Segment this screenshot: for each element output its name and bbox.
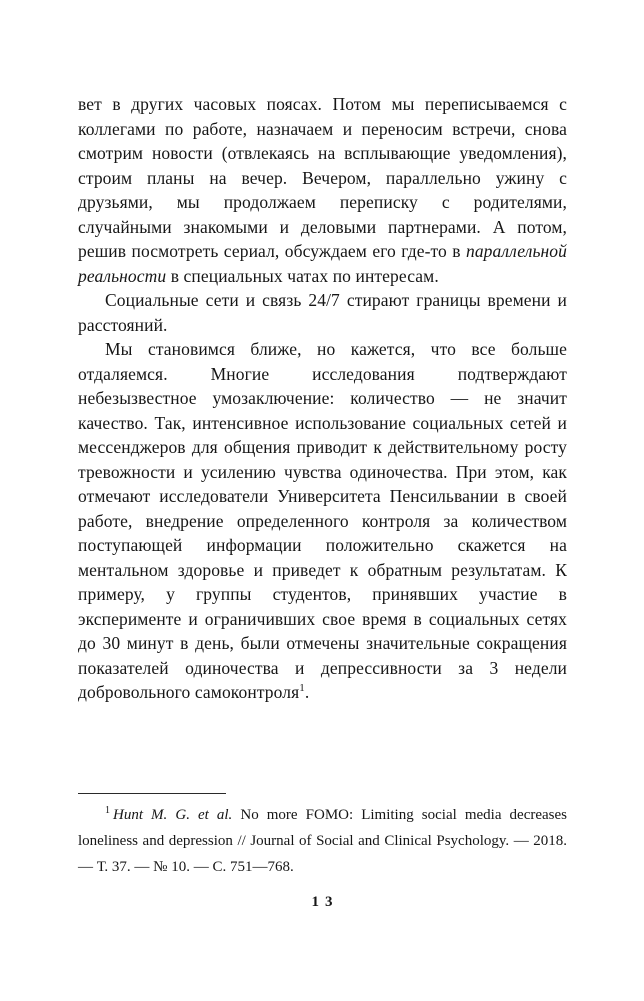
paragraph-text: в специальных чатах по интересам.: [166, 265, 439, 286]
italic-phrase: параллельной реальности: [78, 241, 567, 286]
footnote-text: [78, 802, 567, 880]
footnote-reference: 1: [299, 682, 305, 695]
footnote-block: [78, 793, 567, 880]
page-number: 13: [311, 894, 339, 910]
paragraph-text: Социальные сети и связь 24/7 стирают границы времени и расстояний.: [78, 290, 567, 335]
paragraph: [78, 337, 567, 705]
paragraph-text: .: [304, 682, 310, 702]
body-text: [78, 92, 567, 705]
footnote-separator-rule: [78, 793, 226, 794]
footnote-marker: 1: [105, 805, 110, 816]
paragraph: [78, 288, 567, 337]
paragraph-text: Мы становимся ближе, но кажется, что все больше отдаляемся. Многие исследования подтверждают небезызвестное умозаключение: количество — не значит качество. Так, интенсивное использование социальных сетей и мессенджеров для общения приводит к действительному росту тревожности и усилению чувства одиночества. При этом, как отмечают исследователи Университета Пенсильвании в своей работе, внедрение определенного контроля за количеством поступающей информации положительно скажется на ментальном здоровье и приведет к обратным результатам. К примеру, у группы студентов, принявших участие в эксперименте и ограничивших свое время в социальных сетях до 30 минут в день, были отмечены значительные сокращения показателей одиночества и депрессивности за 3 недели добровольного самоконтроля: [78, 339, 567, 702]
paragraph-continuation: [78, 92, 567, 288]
paragraph-text: вет в других часовых поясах. Потом мы переписываемся с коллегами по работе, назначаем и переносим встречи, снова смотрим новости (отвлекаясь на всплывающие уведомления), строим планы на вечер. Вечером, параллельно ужину с друзьями, мы продолжаем переписку с родителями, случайными знакомыми и деловыми партнерами. А потом, решив посмотреть сериал, обсуждаем его где-то в: [78, 94, 567, 261]
footnote-citation: No more FOMO: Limiting social media decreases loneliness and depression // Journal of Social and Clinical Psychology. — 2018. — Т. 37. — № 10. — С. 751—768.: [78, 807, 567, 875]
footnote-author: Hunt M. G. et al.: [113, 807, 233, 823]
